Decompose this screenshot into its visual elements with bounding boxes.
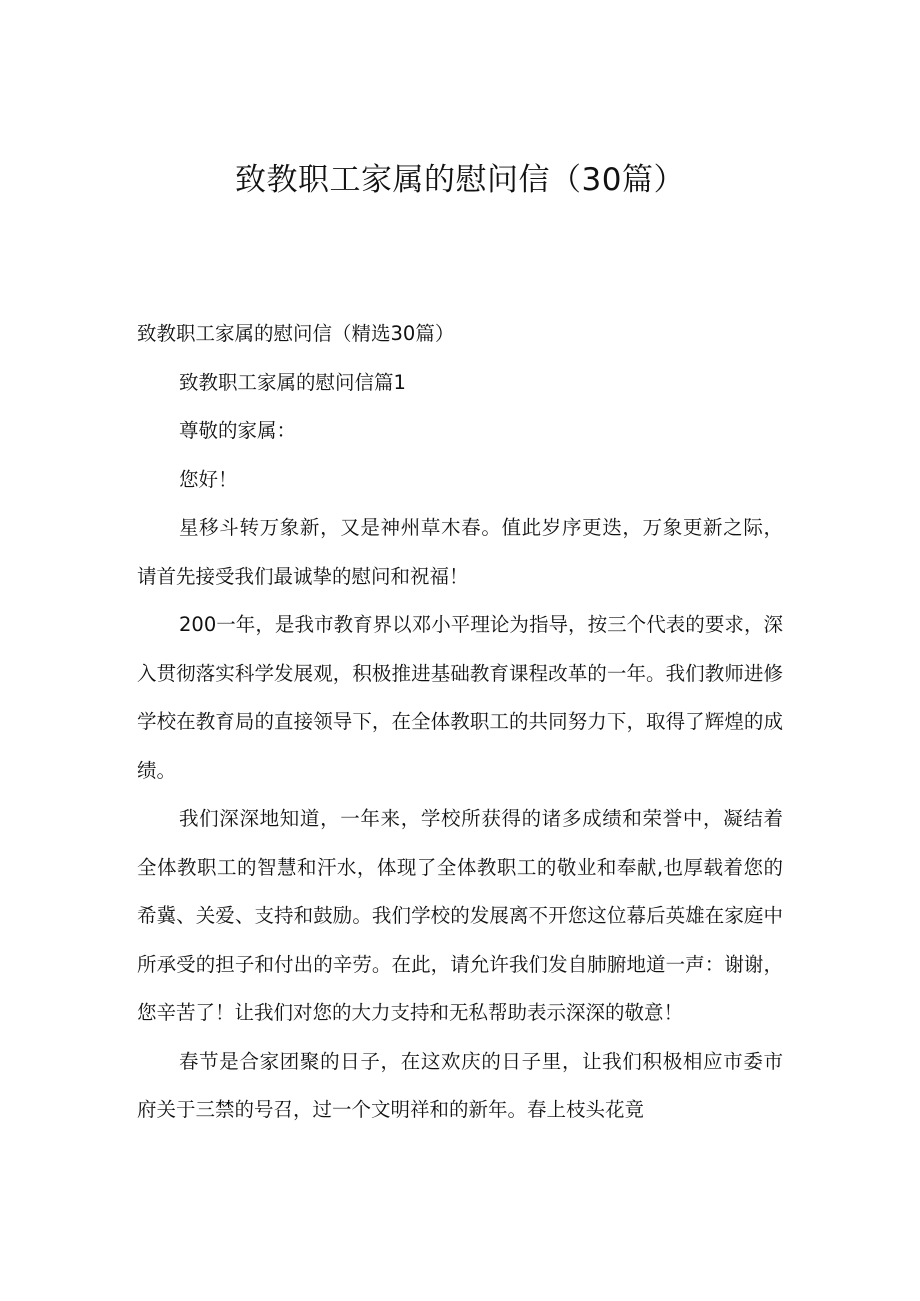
salutation: 尊敬的家属：	[179, 419, 297, 442]
body-paragraph: 星移斗转万象新，又是神州草木春。值此岁序更迭，万象更新之际，请首先接受我们最诚挚的慰问和祝福！	[137, 516, 783, 588]
document-subtitle: 致教职工家属的慰问信（精选30篇）	[137, 322, 455, 345]
body-paragraph: 200一年，是我市教育界以邓小平理论为指导，按三个代表的要求，深入贯彻落实科学发展观，积极推进基础教育课程改革的一年。我们教师进修学校在教育局的直接领导下，在全体教职工的共同努力下，取得了辉煌的成绩。	[137, 613, 783, 782]
greeting: 您好！	[179, 467, 238, 491]
body-paragraph: 春节是合家团聚的日子，在这欢庆的日子里，让我们积极相应市委市府关于三禁的号召，过一个文明祥和的新年。春上枝头花竟	[137, 1049, 783, 1121]
document-body	[137, 310, 783, 1135]
body-paragraph: 我们深深地知道，一年来，学校所获得的诸多成绩和荣誉中，凝结着全体教职工的智慧和汗水，体现了全体教职工的敬业和奉献,也厚载着您的希冀、关爱、支持和鼓励。我们学校的发展离不开您这位幕后英雄在家庭中所承受的担子和付出的辛劳。在此，请允许我们发自肺腑地道一声：谢谢，您辛苦了！让我们对您的大力支持和无私帮助表示深深的敬意！	[137, 807, 783, 1024]
section-heading: 致教职工家属的慰问信篇1	[179, 370, 406, 394]
document-title: 致教职工家属的慰问信（30篇）	[235, 162, 685, 198]
